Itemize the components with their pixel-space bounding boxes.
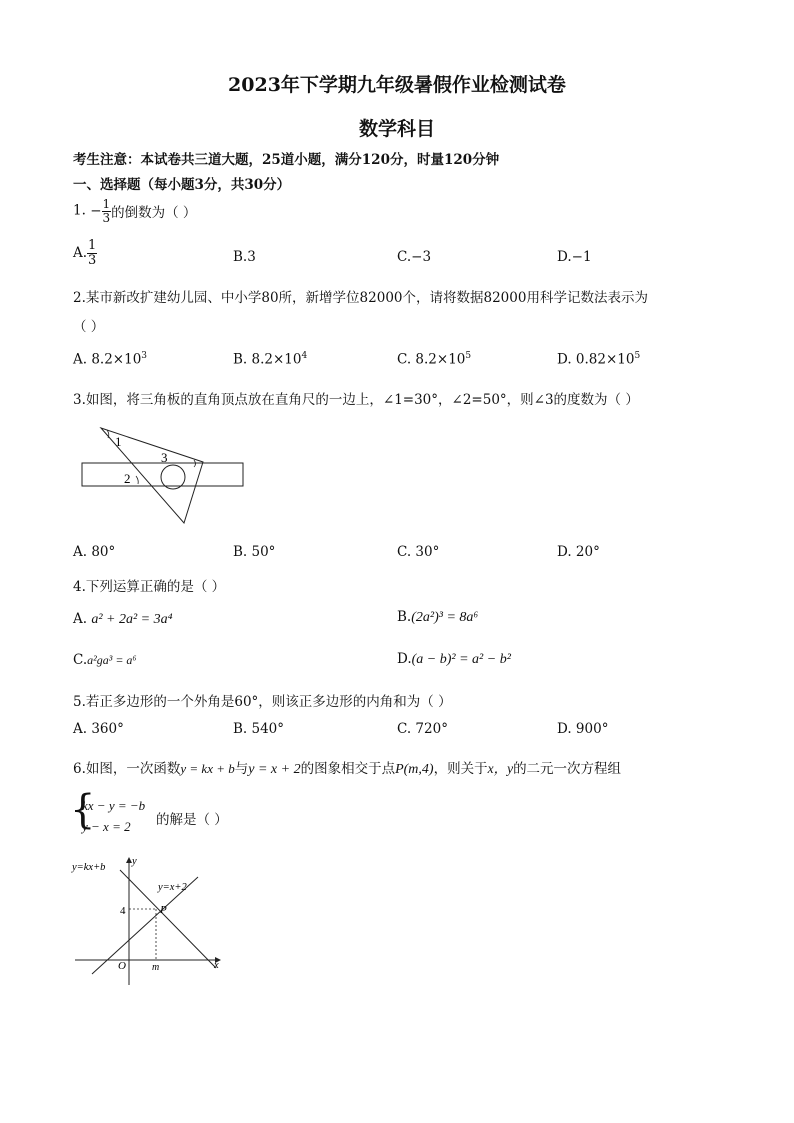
- q1-option-d[interactable]: D.−1: [557, 249, 592, 265]
- q2-option-a[interactable]: [73, 351, 147, 368]
- q6-graph: [70, 852, 230, 992]
- q2-c-exp: 5: [465, 351, 472, 361]
- q4-option-b[interactable]: [397, 609, 478, 626]
- q2-c-base: C. 8.2×10: [397, 351, 466, 368]
- q6-solution-prompt: 的解是（ ）: [156, 812, 228, 828]
- q4-c-label: C.: [73, 652, 88, 668]
- angle-3-label: 3: [161, 450, 168, 465]
- q3-figure: [76, 420, 256, 532]
- q2-a-base: A. 8.2×10: [73, 351, 142, 368]
- q1-a-den: 3: [88, 252, 97, 268]
- q1-fraction: [102, 198, 112, 224]
- q2-d-exp: 5: [634, 351, 641, 361]
- q6-func-2: y = x + 2: [248, 762, 301, 777]
- q1-number: 1.: [73, 202, 86, 219]
- q6-mid-2: 的图象相交于点: [300, 761, 396, 777]
- question-2: 2.某市新改扩建幼儿园、中小学80所，新增学位82000个，请将数据82000用科学记数法表示为: [73, 290, 648, 306]
- q5-option-c[interactable]: C. 720°: [397, 721, 448, 737]
- q4-option-d[interactable]: [397, 651, 511, 668]
- q6-tail: 的二元一次方程组: [513, 761, 622, 777]
- system-brace: {: [70, 787, 96, 833]
- q6-mid-3: ，则关于: [433, 761, 488, 777]
- q1-tail: 的倒数为（ ）: [111, 205, 197, 222]
- q2-option-b[interactable]: [233, 351, 307, 368]
- q6-point: P(m,4): [395, 762, 434, 777]
- question-3: 3.如图，将三角板的直角顶点放在直角尺的一边上，∠1=30°，∠2=50°，则∠3的度数为（ ）: [73, 392, 639, 408]
- q1-option-c[interactable]: C.−3: [397, 249, 432, 265]
- label-x-plus-2: y=x+2: [158, 882, 187, 893]
- angle2-arc: [136, 476, 138, 484]
- q2-d-base: D. 0.82×10: [557, 351, 635, 368]
- angle-2-label: 2: [124, 471, 131, 486]
- q2-option-c[interactable]: [397, 351, 471, 368]
- label-origin: O: [118, 960, 126, 972]
- q3-option-d[interactable]: D. 20°: [557, 544, 600, 560]
- q1-neg-sign: −: [90, 203, 102, 220]
- question-4: 4.下列运算正确的是（ ）: [73, 579, 226, 595]
- exam-title: 2023年下学期九年级暑假作业检测试卷: [228, 74, 566, 96]
- q4-d-expr: (a − b)² = a² − b²: [411, 652, 511, 667]
- q4-a-expr: a² + 2a² = 3a⁴: [91, 612, 173, 627]
- q1-a-label: A.: [73, 245, 88, 262]
- q6-vars: x，y: [487, 761, 514, 776]
- angle1-arc: [107, 430, 109, 438]
- angle-1-label: 1: [115, 434, 122, 449]
- q1-frac-num: 1: [102, 197, 111, 211]
- label-four: 4: [120, 905, 126, 917]
- q4-b-label: B.: [397, 609, 412, 625]
- q2-b-base: B. 8.2×10: [233, 351, 302, 368]
- q4-option-a[interactable]: [73, 611, 173, 628]
- q2-option-d[interactable]: [557, 351, 640, 368]
- q1-a-fraction: [87, 239, 97, 267]
- q3-option-b[interactable]: B. 50°: [233, 544, 276, 560]
- q1-a-num: 1: [88, 238, 97, 253]
- triangle-hole: [161, 465, 185, 489]
- q4-d-label: D.: [397, 651, 412, 667]
- system-eq-2: y − x = 2: [82, 819, 131, 834]
- exam-notice: 考生注意：本试卷共三道大题，25道小题，满分120分，时量120分钟: [73, 152, 500, 168]
- q6-func-1: y = kx + b: [180, 761, 235, 776]
- q3-option-a[interactable]: A. 80°: [73, 544, 116, 560]
- label-y-axis: y: [132, 856, 137, 867]
- q1-option-a[interactable]: [73, 239, 97, 267]
- q5-option-d[interactable]: D. 900°: [557, 721, 609, 737]
- q2-b-exp: 4: [301, 351, 308, 361]
- system-eq-1: kx − y = −b: [82, 798, 146, 813]
- q6-mid-1: 与: [234, 761, 249, 777]
- question-1: [73, 198, 196, 224]
- q2-a-exp: 3: [141, 351, 148, 361]
- q4-c-expr: a²ga³ = a⁶: [87, 653, 137, 667]
- section-heading: 一、选择题（每小题3分，共30分）: [73, 177, 291, 193]
- label-point-p: P: [160, 904, 167, 916]
- q4-b-expr: (2a²)³ = 8a⁶: [411, 610, 479, 625]
- question-6: [73, 757, 621, 778]
- q2-answer-paren: （ ）: [73, 319, 105, 335]
- subject-title: 数学科目: [358, 118, 435, 140]
- label-x-axis: x: [214, 960, 219, 971]
- q1-frac-den: 3: [102, 210, 111, 225]
- label-m: m: [152, 962, 160, 973]
- q3-option-c[interactable]: C. 30°: [397, 544, 440, 560]
- question-5: 5.若正多边形的一个外角是60°，则该正多边形的内角和为（ ）: [73, 694, 452, 710]
- q4-option-c[interactable]: [73, 652, 137, 668]
- q5-option-b[interactable]: B. 540°: [233, 721, 285, 737]
- q6-text-start: 6.如图，一次函数: [73, 761, 181, 777]
- label-kx-b: y=kx+b: [72, 862, 106, 873]
- q5-option-a[interactable]: A. 360°: [73, 721, 124, 737]
- q4-a-label: A.: [73, 611, 88, 627]
- q1-option-b[interactable]: B.3: [233, 249, 256, 265]
